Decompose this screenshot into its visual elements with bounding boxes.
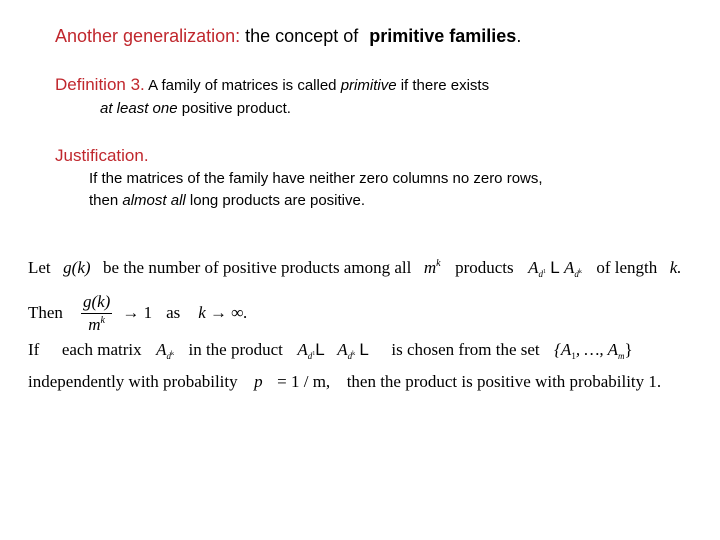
definition-line-1 <box>55 75 489 95</box>
a-matrix: A <box>297 340 308 359</box>
then-positive: then the product is positive with probability 1. <box>346 372 662 391</box>
a-matrix: A <box>337 340 348 359</box>
math-line-1 <box>28 258 682 279</box>
fraction <box>81 292 112 335</box>
d1-subscript: d <box>307 351 313 361</box>
definition-line2-italic: at least one <box>100 100 178 117</box>
math-line-3 <box>28 340 633 361</box>
den-m: m <box>88 314 101 334</box>
ellipsis-l: L <box>359 340 369 359</box>
math-line-2 <box>28 292 248 334</box>
d1-index: 1 <box>543 269 546 275</box>
definition-line2-rest: positive product. <box>181 100 291 117</box>
dk-subscript: d <box>347 351 353 361</box>
justification-line-1: If the matrices of the family have neither zero columns no zero rows, <box>89 170 543 187</box>
heading-bold-term: primitive families <box>369 26 517 46</box>
independently: independently with probability <box>28 372 238 391</box>
g-of-k: g(k) <box>63 258 91 277</box>
k-end: k. <box>669 258 682 277</box>
m-base: m <box>423 258 437 277</box>
p-symbol: p <box>254 372 263 391</box>
set-mid: , …, A <box>575 340 619 359</box>
chosen-from-set: is chosen from the set <box>391 340 540 359</box>
limit-arrow: → 1 <box>122 303 153 322</box>
justification-label: Justification. <box>55 146 149 165</box>
products-word: products <box>455 258 514 277</box>
justification-then: then <box>89 192 119 209</box>
dk-subscript: d <box>574 269 579 279</box>
justification-rest: long products are positive. <box>189 192 366 209</box>
dk-index: k <box>352 351 356 357</box>
k-to-infinity: k → ∞. <box>198 303 248 322</box>
set-sub-1: 1 <box>571 351 576 361</box>
then-word: Then <box>28 303 63 322</box>
in-the-product: in the product <box>188 340 283 359</box>
definition-line-2 <box>100 100 291 117</box>
slide-heading <box>55 26 521 47</box>
each-matrix: each matrix <box>61 340 142 359</box>
d1-index: 1 <box>312 351 316 357</box>
dk-index: k <box>578 269 582 275</box>
fraction-numerator: g(k) <box>81 292 112 314</box>
p-equals: = 1 / m, <box>277 372 331 391</box>
dk-index: k <box>170 351 174 357</box>
k-exponent: k <box>436 258 441 269</box>
fraction-denominator <box>81 314 112 335</box>
a-matrix: A <box>563 258 575 277</box>
a-matrix: A <box>156 340 167 359</box>
as-word: as <box>166 303 181 322</box>
heading-mid: the concept of <box>245 26 359 46</box>
a-matrix: A <box>528 258 539 277</box>
heading-end: . <box>516 26 522 46</box>
justification-line-2 <box>89 192 365 209</box>
den-k: k <box>100 314 105 326</box>
math-line-4 <box>28 372 661 392</box>
dk-subscript: d <box>166 351 171 361</box>
d1-subscript: d <box>538 269 543 279</box>
justification-italic: almost all <box>122 192 186 209</box>
ellipsis-l: L <box>550 258 560 277</box>
matrix-set <box>554 340 633 359</box>
let-word: Let <box>28 258 51 277</box>
set-close: } <box>624 340 633 359</box>
definition-term: primitive <box>340 77 397 94</box>
l1-description: be the number of positive products among all <box>103 258 412 277</box>
definition-text-2: if there exists <box>400 77 490 94</box>
definition-text-1: A family of matrices is called <box>148 77 337 94</box>
if-word: If <box>28 340 40 359</box>
heading-lead: Another generalization: <box>55 26 241 46</box>
ellipsis-l: L <box>315 340 325 359</box>
definition-label: Definition 3. <box>55 75 145 94</box>
set-open: {A <box>554 340 572 359</box>
of-length: of length <box>596 258 658 277</box>
set-sub-m: m <box>618 351 625 361</box>
